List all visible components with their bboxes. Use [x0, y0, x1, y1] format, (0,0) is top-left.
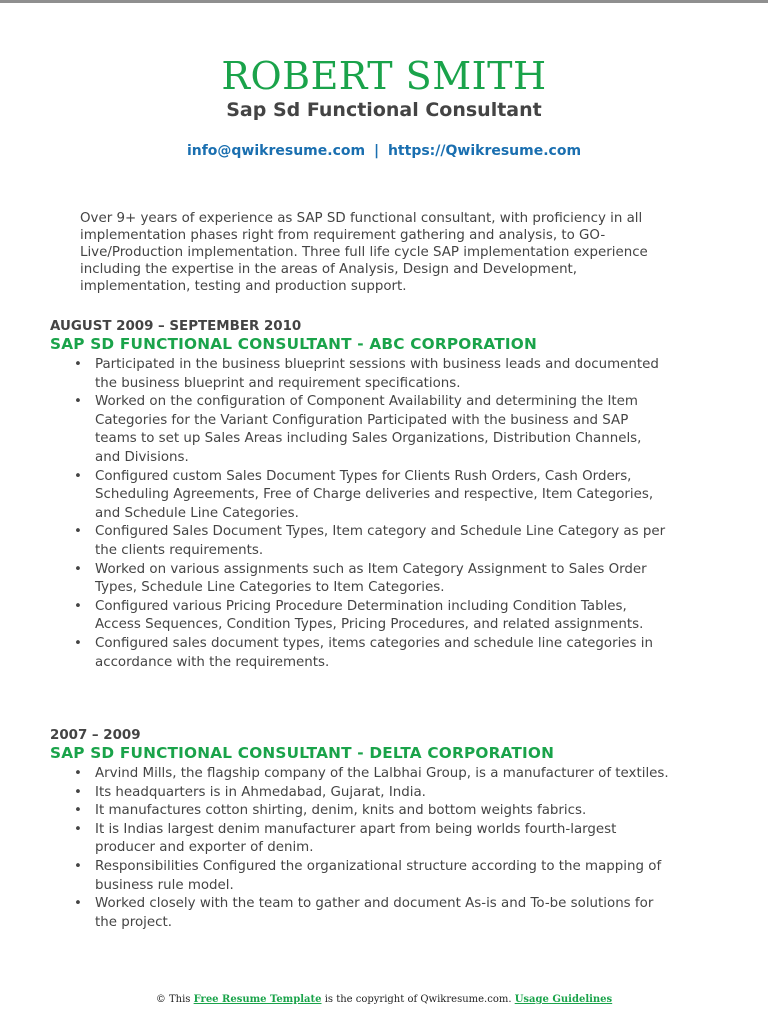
- contact-line: [0, 142, 768, 160]
- responsibility-item: • Configured sales document types, items categories and schedule line categories in accordance with the requirements.: [95, 635, 670, 672]
- top-border: [0, 0, 768, 3]
- candidate-role: Sap Sd Functional Consultant: [226, 99, 542, 121]
- usage-guidelines-link[interactable]: Usage Guidelines: [514, 994, 613, 1005]
- experience-entry: [50, 318, 670, 672]
- job-responsibilities: [50, 356, 670, 672]
- email-link[interactable]: info@qwikresume.com: [186, 143, 366, 159]
- responsibility-item: • Configured various Pricing Procedure Determination including Condition Tables, Access Sequences, Condition Types, Pricing Procedures, and related assignments.: [95, 598, 670, 635]
- contact-separator: |: [373, 143, 380, 159]
- copyright-footer: [0, 993, 768, 1007]
- responsibility-item: • Arvind Mills, the flagship company of the Lalbhai Group, is a manufacturer of textiles.: [95, 765, 670, 784]
- responsibility-item: • Responsibilities Configured the organizational structure according to the mapping of business rule model.: [95, 858, 670, 895]
- footer-prefix: © This: [155, 994, 194, 1005]
- responsibility-item: • It is Indias largest denim manufacturer apart from being worlds fourth-largest producer and exporter of denim.: [95, 821, 670, 858]
- responsibility-item: • It manufactures cotton shirting, denim, knits and bottom weights fabrics.: [95, 802, 670, 821]
- resume-header: [0, 54, 768, 160]
- responsibility-item: • Participated in the business blueprint sessions with business leads and documented the business blueprint and requirement specifications.: [95, 356, 670, 393]
- job-title: SAP SD FUNCTIONAL CONSULTANT - DELTA CORPORATION: [50, 744, 555, 762]
- responsibility-item: • Its headquarters is in Ahmedabad, Gujarat, India.: [95, 784, 670, 803]
- responsibility-item: • Worked on the configuration of Component Availability and determining the Item Categories for the Variant Configuration Participated with the business and SAP teams to set up Sales Areas including Sales Organizations, Distribution Channels, and Divisions.: [95, 393, 670, 467]
- job-dates: 2007 – 2009: [50, 728, 141, 743]
- responsibility-item: • Configured Sales Document Types, Item category and Schedule Line Category as per the clients requirements.: [95, 523, 670, 560]
- candidate-name: ROBERT SMITH: [221, 54, 547, 98]
- free-resume-template-link[interactable]: Free Resume Template: [193, 994, 322, 1005]
- responsibility-item: • Configured custom Sales Document Types for Clients Rush Orders, Cash Orders, Scheduling Agreements, Free of Charge deliveries and respective, Item Categories, and Schedule Line Categories.: [95, 468, 670, 524]
- job-responsibilities: [50, 765, 670, 932]
- footer-middle: is the copyright of Qwikresume.com.: [321, 994, 515, 1005]
- job-title: SAP SD FUNCTIONAL CONSULTANT - ABC CORPORATION: [50, 335, 538, 353]
- website-link[interactable]: https://Qwikresume.com: [387, 143, 582, 159]
- responsibility-item: • Worked closely with the team to gather and document As-is and To-be solutions for the project.: [95, 895, 670, 932]
- experience-entry: [50, 727, 670, 932]
- responsibility-item: • Worked on various assignments such as Item Category Assignment to Sales Order Types, Schedule Line Categories to Item Categories.: [95, 561, 670, 598]
- job-dates: AUGUST 2009 – SEPTEMBER 2010: [50, 319, 302, 334]
- professional-summary: Over 9+ years of experience as SAP SD functional consultant, with proficiency in all implementation phases right from requirement gathering and analysis, to GO-Live/Production implementation. Three full life cycle SAP implementation experience including the expertise in the areas of Analysis, Design and Development, implementation, testing and production support.: [80, 211, 648, 294]
